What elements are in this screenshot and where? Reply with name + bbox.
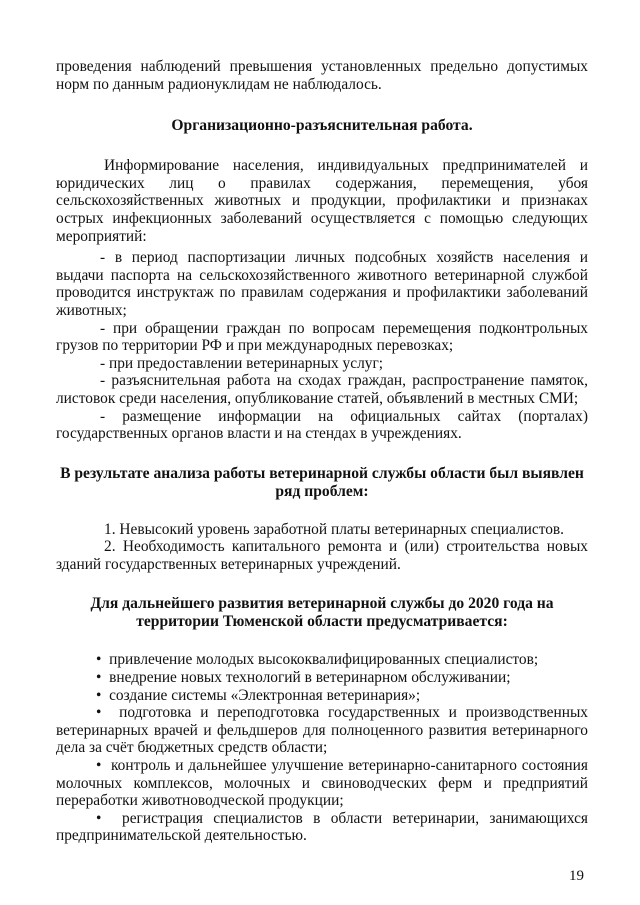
bullet-icon: • — [96, 704, 120, 722]
problem-item: 2. Необходимость капитального ремонта и (или) строительства новых зданий государственных ветеринарных учреждений. — [56, 538, 588, 573]
spacer — [56, 501, 588, 521]
spacer — [56, 443, 588, 465]
measure-item: - при обращении граждан по вопросам перемещения подконтрольных грузов по территории РФ и при международных перевозках; — [56, 319, 588, 355]
informing-lead-paragraph: Информирование населения, индивидуальных предпринимателей и юридических лиц о правилах содержания, перемещения, убоя сельскохозяйственных животных и продукции, профилактики и признаках острых инфекционных заболеваний осуществляется с помощью следующих мероприятий: — [56, 157, 588, 245]
problem-item: 1. Невысокий уровень заработной платы ветеринарных специалистов. — [104, 520, 565, 538]
section-heading-organizational-work: Организационно-разъяснительная работа. — [171, 117, 473, 135]
development-item-text: контроль и дальнейшее улучшение ветеринарно-санитарного состояния молочных комплексов, молочных и свиноводческих ферм и предприятий переработки животноводческой продукции; — [56, 757, 588, 810]
spacer — [56, 135, 588, 157]
development-item — [56, 651, 588, 669]
development-item — [56, 704, 588, 757]
section-heading-problems: В результате анализа работы ветеринарной службы области был выявлен ряд проблем: — [60, 464, 584, 500]
measure-item: - в период паспортизации личных подсобных хозяйств населения и выдачи паспорта на сельскохозяйственного животного ветеринарной службой проводится инструктаж по правилам содержания и профилактики заболеваний животных; — [56, 249, 588, 319]
spacer — [56, 631, 588, 651]
development-item-text: регистрация специалистов в области ветеринарии, занимающихся предпринимательской деятельностью. — [56, 809, 588, 845]
measure-item: - размещение информации на официальных сайтах (порталах) государственных органов власти и на стендах в учреждениях. — [56, 407, 588, 443]
bullet-icon: • — [96, 651, 110, 669]
development-item — [56, 687, 588, 705]
development-item-text: привлечение молодых высококвалифицированных специалистов; — [109, 651, 539, 669]
development-item — [56, 757, 588, 810]
development-item — [56, 669, 588, 687]
development-item-text: внедрение новых технологий в ветеринарном обслуживании; — [109, 669, 511, 687]
development-item-text: подготовка и переподготовка государственных и производственных ветеринарных врачей и фельдшеров для полноценного развития ветеринарного дела за счёт бюджетных средств области; — [56, 704, 588, 757]
page-number: 19 — [569, 868, 584, 884]
measure-item: - разъяснительная работа на сходах граждан, распространение памяток, листовок среди населения, опубликование статей, объявлений в местных СМИ; — [56, 372, 588, 407]
spacer — [56, 93, 588, 117]
bullet-icon: • — [96, 669, 110, 687]
section-heading-development: Для дальнейшего развития ветеринарной службы до 2020 года на территории Тюменской области предусматривается: — [90, 595, 554, 631]
spacer — [56, 573, 588, 595]
bullet-icon: • — [96, 686, 110, 704]
development-item — [56, 810, 588, 845]
development-item-text: создание системы «Электронная ветеринария»; — [109, 686, 421, 704]
intro-paragraph: проведения наблюдений превышения установленных предельно допустимых норм по данным радионуклидам не наблюдалось. — [56, 58, 588, 93]
bullet-icon: • — [96, 757, 111, 775]
bullet-icon: • — [96, 809, 123, 827]
measure-item: - при предоставлении ветеринарных услуг; — [100, 354, 384, 372]
